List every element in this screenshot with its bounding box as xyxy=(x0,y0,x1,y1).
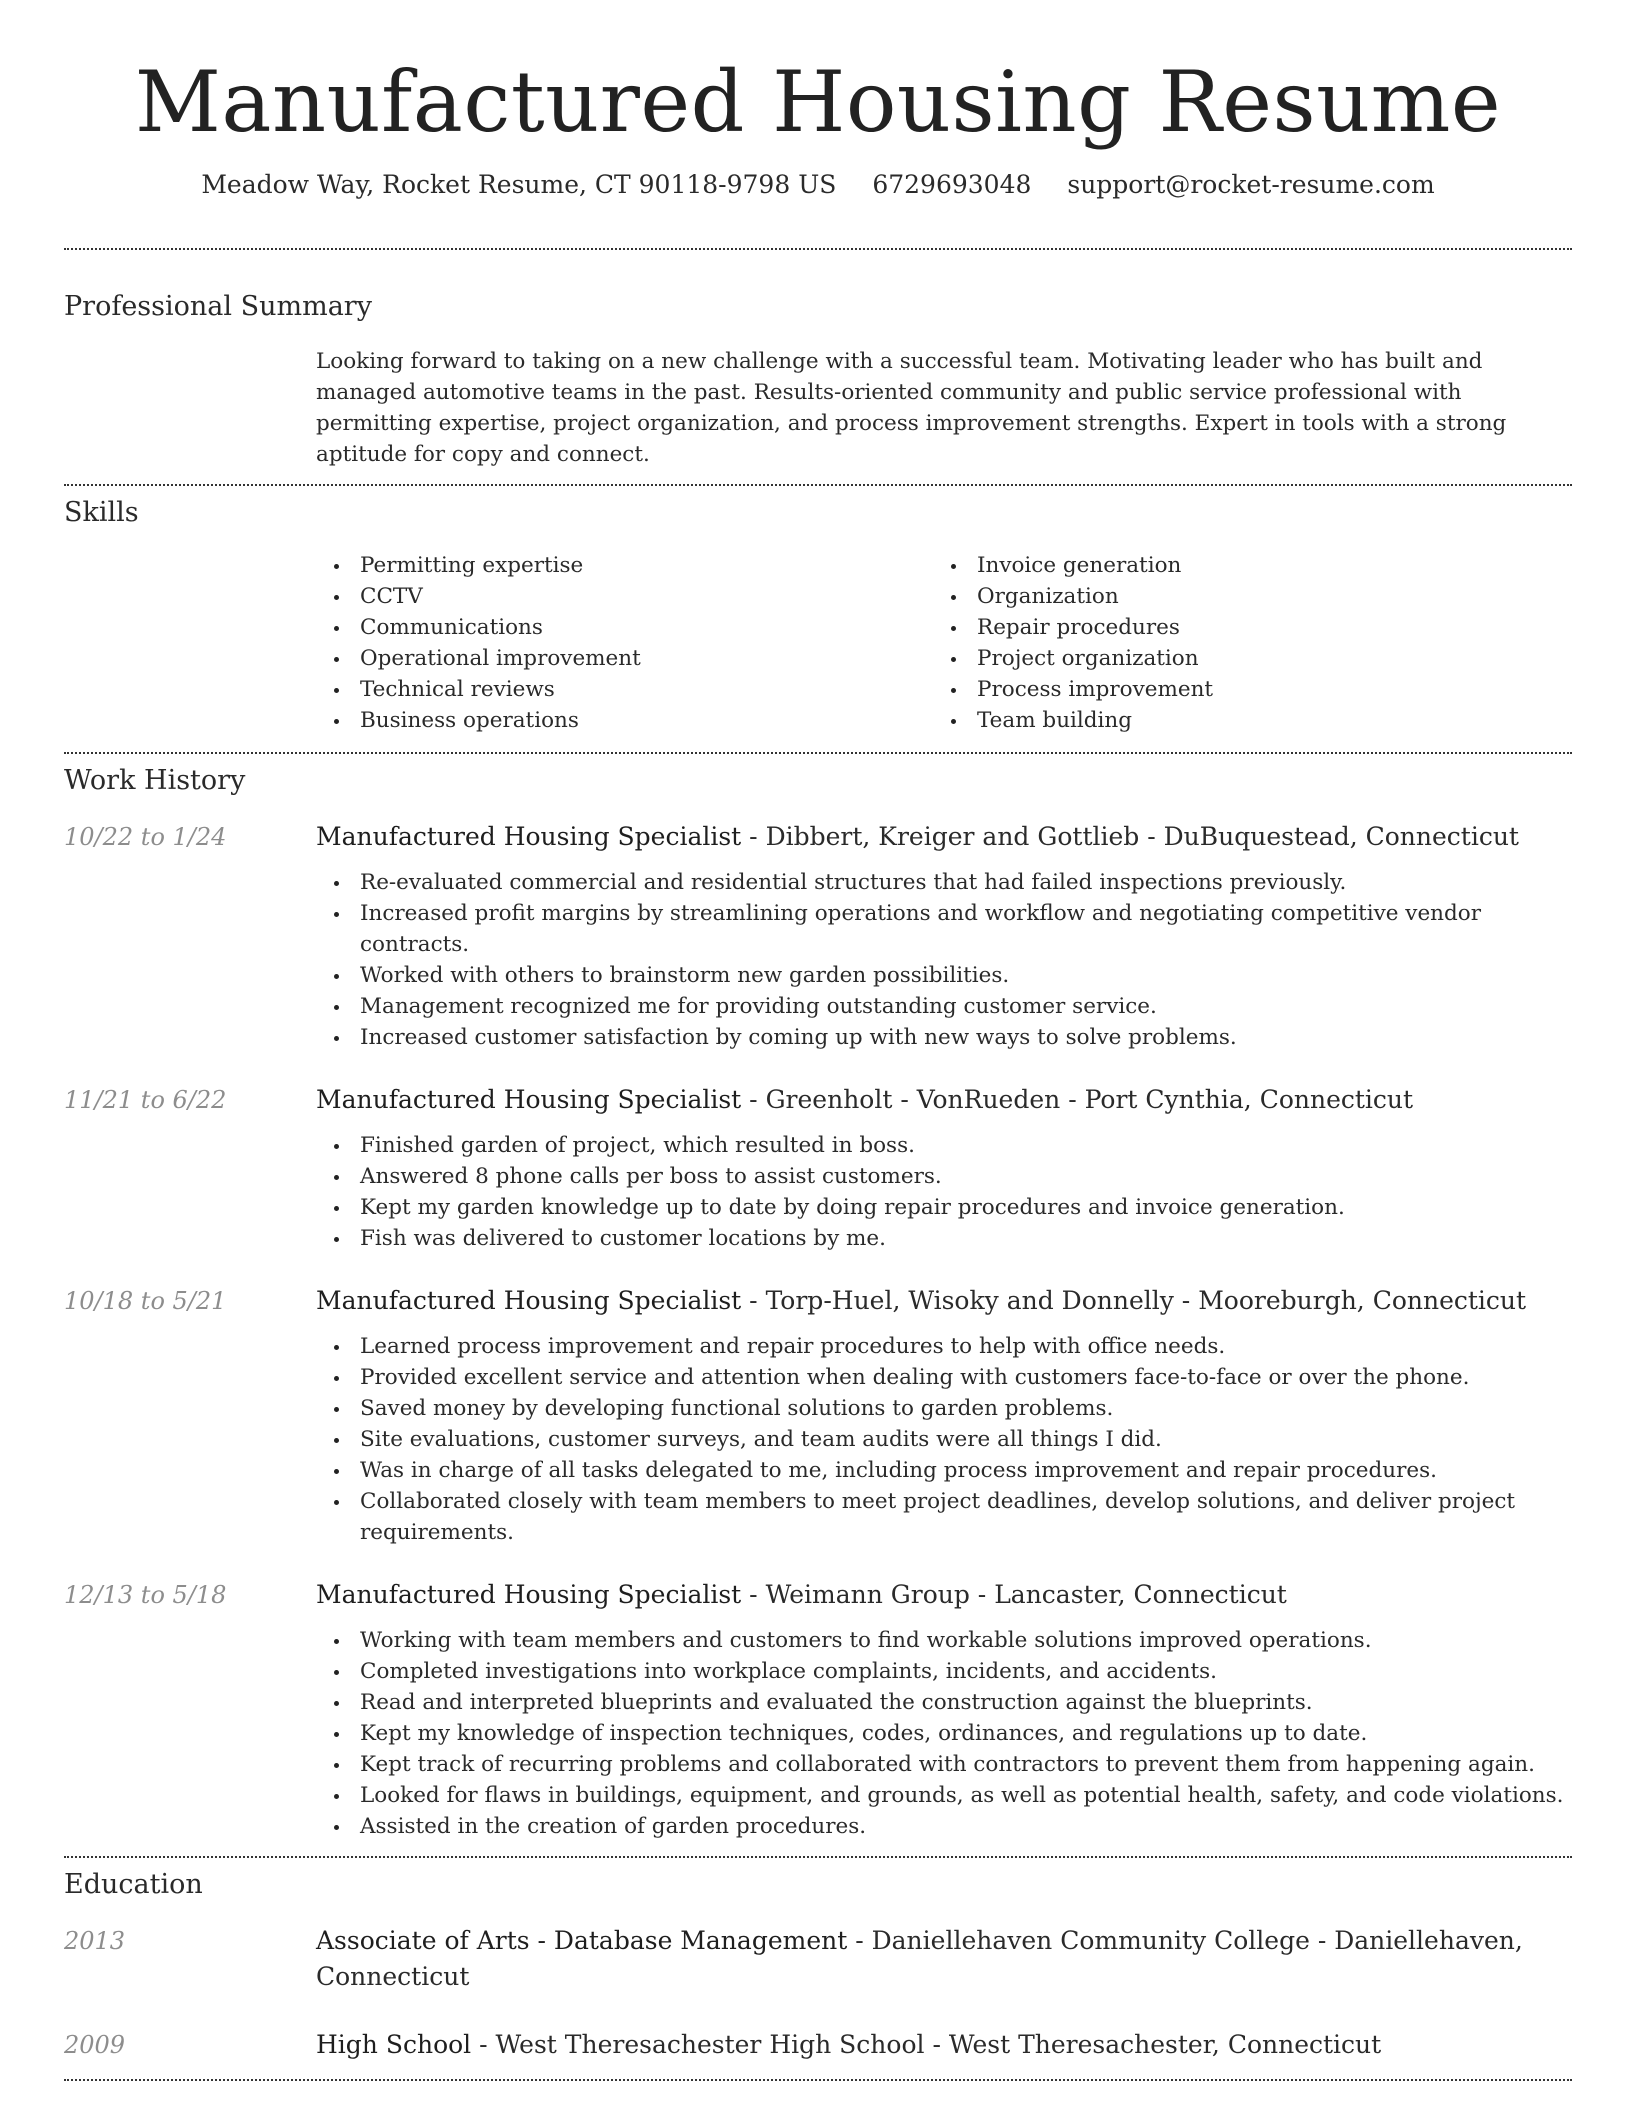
job-bullet: Assisted in the creation of garden procedures. xyxy=(360,1811,1572,1842)
job-role: Manufactured Housing Specialist xyxy=(316,822,742,851)
education-heading-line xyxy=(316,1923,1572,1995)
divider xyxy=(64,752,1572,754)
job-role: Manufactured Housing Specialist xyxy=(316,1085,742,1114)
skills-list-left xyxy=(316,550,933,736)
job-bullet: Read and interpreted blueprints and evaluated the construction against the blueprints. xyxy=(360,1687,1572,1718)
job-bullet: Management recognized me for providing outstanding customer service. xyxy=(360,991,1572,1022)
job-bullets xyxy=(316,1625,1572,1842)
education-degree: Associate of Arts - Database Management xyxy=(316,1926,848,1955)
education-entry xyxy=(64,1923,1572,1995)
education-school: - West Theresachester High School - West Theresachester, Connecticut xyxy=(471,2030,1382,2059)
job-bullet: Fish was delivered to customer locations by me. xyxy=(360,1223,1572,1254)
education-degree: High School xyxy=(316,2030,472,2059)
skill-item: Organization xyxy=(977,581,1550,612)
job-dates: 12/13 to 5/18 xyxy=(64,1581,227,1609)
skill-item: Invoice generation xyxy=(977,550,1550,581)
contact-address: Meadow Way, Rocket Resume, CT 90118-9798 US xyxy=(201,170,837,199)
job-bullet: Re-evaluated commercial and residential structures that had failed inspections previously. xyxy=(360,867,1572,898)
education-entry xyxy=(64,2027,1572,2063)
job-bullet: Finished garden of project, which resulted in boss. xyxy=(360,1130,1572,1161)
education-school: - Daniellehaven Community College - Daniellehaven, Connecticut xyxy=(316,1926,1523,1991)
summary-section xyxy=(64,290,1572,470)
job-bullet: Site evaluations, customer surveys, and team audits were all things I did. xyxy=(360,1424,1572,1455)
divider xyxy=(64,2079,1572,2081)
divider xyxy=(64,248,1572,250)
skill-item: Technical reviews xyxy=(360,674,933,705)
skills-section xyxy=(64,496,1572,736)
skill-item: Communications xyxy=(360,612,933,643)
summary-heading: Professional Summary xyxy=(64,291,372,322)
job-employer: - Dibbert, Kreiger and Gottlieb - DuBuquestead, Connecticut xyxy=(741,822,1519,851)
resume-title: Manufactured Housing Resume xyxy=(134,53,1502,151)
job-bullet: Answered 8 phone calls per boss to assist customers. xyxy=(360,1161,1572,1192)
skill-item: Project organization xyxy=(977,643,1550,674)
divider xyxy=(64,484,1572,486)
job-heading xyxy=(316,1283,1572,1319)
job-bullet: Kept my garden knowledge up to date by doing repair procedures and invoice generation. xyxy=(360,1192,1572,1223)
skill-item: Process improvement xyxy=(977,674,1550,705)
resume-page xyxy=(64,0,1572,2081)
job-bullet: Learned process improvement and repair procedures to help with office needs. xyxy=(360,1331,1572,1362)
contact-line xyxy=(64,168,1572,202)
job-dates: 11/21 to 6/22 xyxy=(64,1086,227,1114)
job-dates: 10/22 to 1/24 xyxy=(64,823,227,851)
skills-list-right xyxy=(933,550,1550,736)
skill-item: Business operations xyxy=(360,705,933,736)
skill-item: Permitting expertise xyxy=(360,550,933,581)
job-bullets xyxy=(316,1130,1572,1254)
education-heading-line xyxy=(316,2027,1572,2063)
job-entry xyxy=(64,1082,1572,1254)
skill-item: Team building xyxy=(977,705,1550,736)
job-heading xyxy=(316,1082,1572,1118)
education-year: 2013 xyxy=(64,1927,126,1955)
job-bullet: Looked for flaws in buildings, equipment, and grounds, as well as potential health, safety, and code violations. xyxy=(360,1780,1572,1811)
job-heading xyxy=(316,1577,1572,1613)
work-section xyxy=(64,764,1572,1842)
skill-item: CCTV xyxy=(360,581,933,612)
job-bullet: Increased customer satisfaction by coming up with new ways to solve problems. xyxy=(360,1022,1572,1053)
contact-phone: 6729693048 xyxy=(872,170,1032,199)
job-bullet: Kept my knowledge of inspection techniques, codes, ordinances, and regulations up to date. xyxy=(360,1718,1572,1749)
divider xyxy=(64,1856,1572,1858)
education-section xyxy=(64,1868,1572,2063)
job-role: Manufactured Housing Specialist xyxy=(316,1286,742,1315)
job-bullet: Working with team members and customers to find workable solutions improved operations. xyxy=(360,1625,1572,1656)
job-heading xyxy=(316,819,1572,855)
work-heading: Work History xyxy=(64,765,246,796)
summary-text: Looking forward to taking on a new challenge with a successful team. Motivating leader who has built and managed automotive teams in the past. Results-oriented community and public service professional with permitting expertise, project organization, and process improvement strengths. Expert in tools with a strong aptitude for copy and connect. xyxy=(316,349,1507,467)
job-dates: 10/18 to 5/21 xyxy=(64,1287,227,1315)
job-bullets xyxy=(316,867,1572,1053)
education-heading: Education xyxy=(64,1869,203,1900)
job-role: Manufactured Housing Specialist xyxy=(316,1580,742,1609)
job-entry xyxy=(64,819,1572,1053)
skill-item: Repair procedures xyxy=(977,612,1550,643)
job-employer: - Weimann Group - Lancaster, Connecticut xyxy=(741,1580,1287,1609)
job-bullet: Saved money by developing functional solutions to garden problems. xyxy=(360,1393,1572,1424)
job-bullet: Collaborated closely with team members to meet project deadlines, develop solutions, and deliver project requirements. xyxy=(360,1486,1572,1548)
job-bullet: Was in charge of all tasks delegated to me, including process improvement and repair procedures. xyxy=(360,1455,1572,1486)
skill-item: Operational improvement xyxy=(360,643,933,674)
skills-heading: Skills xyxy=(64,497,139,528)
job-bullet: Kept track of recurring problems and collaborated with contractors to prevent them from happening again. xyxy=(360,1749,1572,1780)
job-bullet: Increased profit margins by streamlining operations and workflow and negotiating competitive vendor contracts. xyxy=(360,898,1572,960)
contact-email: support@rocket-resume.com xyxy=(1067,170,1435,199)
job-bullet: Provided excellent service and attention when dealing with customers face-to-face or over the phone. xyxy=(360,1362,1572,1393)
job-bullet: Worked with others to brainstorm new garden possibilities. xyxy=(360,960,1572,991)
job-entry xyxy=(64,1283,1572,1548)
job-bullets xyxy=(316,1331,1572,1548)
job-bullet: Completed investigations into workplace complaints, incidents, and accidents. xyxy=(360,1656,1572,1687)
job-employer: - Torp-Huel, Wisoky and Donnelly - Mooreburgh, Connecticut xyxy=(741,1286,1527,1315)
education-year: 2009 xyxy=(64,2031,126,2059)
job-entry xyxy=(64,1577,1572,1842)
job-employer: - Greenholt - VonRueden - Port Cynthia, Connecticut xyxy=(741,1085,1414,1114)
